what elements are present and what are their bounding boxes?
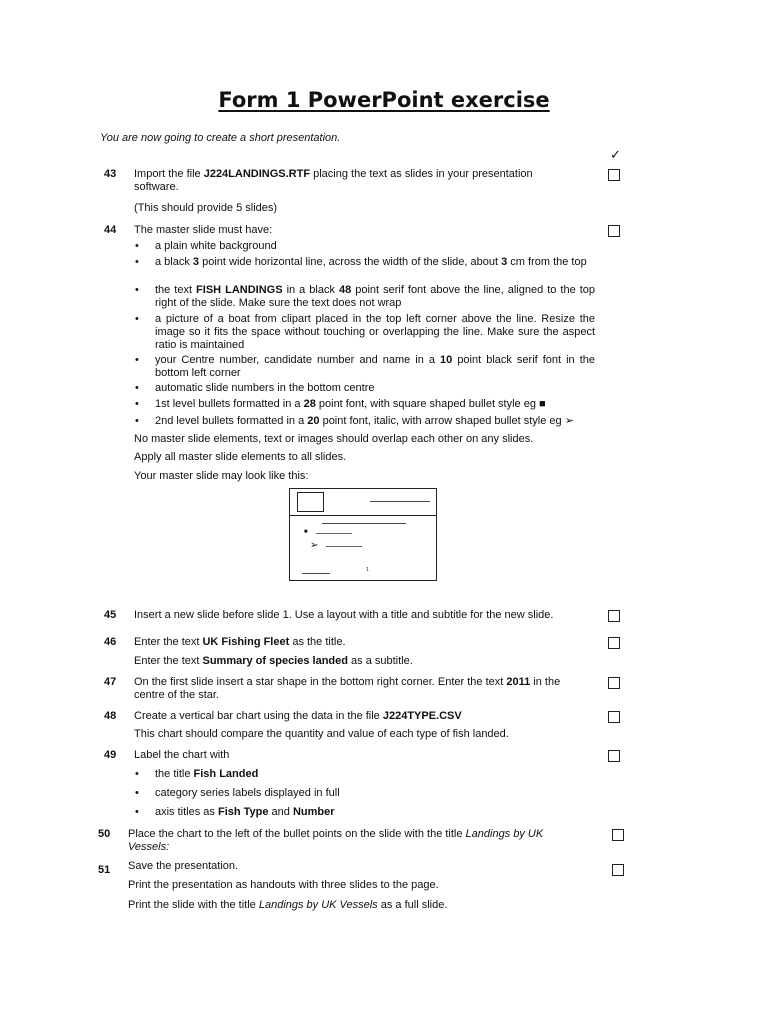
q43-text: Import the file J224LANDINGS.RTF placing the text as slides in your presentation software. bbox=[134, 168, 533, 193]
master-slide-sketch bbox=[289, 488, 437, 581]
question-number-51: 51 bbox=[98, 864, 111, 876]
q44-bullet-1: • a plain white background bbox=[155, 240, 595, 253]
boat-picture-placeholder bbox=[297, 492, 324, 512]
master-horizontal-line bbox=[290, 515, 436, 516]
question-number-50: 50 bbox=[98, 828, 111, 840]
checkbox-45[interactable] bbox=[608, 610, 620, 622]
question-number-43: 43 bbox=[104, 168, 117, 180]
q51-line-3: Print the slide with the title Landings by UK Vessels as a full slide. bbox=[128, 899, 448, 911]
checkmark-icon: ✓ bbox=[610, 147, 621, 162]
q49-bullet-1: • the title Fish Landed bbox=[155, 768, 258, 781]
q44-bullet-4: • a picture of a boat from clipart placed in the top left corner above the line. Resize the image so it fits the space without touching or overlapping the line. Make sure the aspect ratio is maintained bbox=[155, 313, 595, 352]
q44-bullet-5: • your Centre number, candidate number and name in a 10 point black serif font in the bottom left corner bbox=[155, 354, 595, 380]
question-number-44: 44 bbox=[104, 224, 117, 236]
bullet-placeholder-line bbox=[316, 533, 352, 534]
page-title: Form 1 PowerPoint exercise bbox=[218, 88, 550, 112]
subbullet-placeholder-line bbox=[326, 546, 362, 547]
q51-line-2: Print the presentation as handouts with three slides to the page. bbox=[128, 879, 439, 891]
q49-bullet-2: • category series labels displayed in full bbox=[155, 787, 340, 800]
question-number-49: 49 bbox=[104, 749, 117, 761]
q44-line-1: No master slide elements, text or images should overlap each other on any slides. bbox=[134, 433, 534, 445]
arrow-bullet-icon: ➢ bbox=[564, 415, 574, 427]
checkbox-49[interactable] bbox=[608, 750, 620, 762]
q44-line-2: Apply all master slide elements to all slides. bbox=[134, 451, 347, 463]
checkbox-46[interactable] bbox=[608, 637, 620, 649]
q48-line-1: Create a vertical bar chart using the data in the file J224TYPE.CSV bbox=[134, 710, 462, 722]
heading-placeholder-line bbox=[370, 501, 430, 502]
square-bullet-icon: ■ bbox=[539, 398, 546, 410]
checkbox-44[interactable] bbox=[608, 225, 620, 237]
footer-placeholder-line bbox=[302, 573, 330, 574]
q49-bullet-3: • axis titles as Fish Type and Number bbox=[155, 806, 335, 819]
q44-bullet-8: • 2nd level bullets formatted in a 20 point font, italic, with arrow shaped bullet style eg ➢ bbox=[155, 415, 595, 428]
mini-square-bullet-icon: ■ bbox=[304, 529, 308, 535]
checkbox-50[interactable] bbox=[612, 829, 624, 841]
checkbox-43[interactable] bbox=[608, 169, 620, 181]
q44-bullet-2: • a black 3 point wide horizontal line, across the width of the slide, about 3 cm from the top bbox=[155, 256, 595, 269]
q44-bullet-3: • the text FISH LANDINGS in a black 48 point serif font above the line, aligned to the top right of the slide. Make sure the text does not wrap bbox=[155, 284, 595, 310]
checkbox-47[interactable] bbox=[608, 677, 620, 689]
q50-text: Place the chart to the left of the bullet points on the slide with the title Landings by UK Vessels: bbox=[128, 828, 544, 853]
q44-bullet-6: • automatic slide numbers in the bottom centre bbox=[155, 382, 595, 395]
mini-slide-number: 1 bbox=[366, 567, 369, 573]
q46-line-1: Enter the text UK Fishing Fleet as the title. bbox=[134, 636, 346, 648]
checkbox-48[interactable] bbox=[608, 711, 620, 723]
q49-heading: Label the chart with bbox=[134, 749, 230, 761]
question-number-46: 46 bbox=[104, 636, 117, 648]
q44-line-3: Your master slide may look like this: bbox=[134, 470, 309, 482]
q48-line-2: This chart should compare the quantity and value of each type of fish landed. bbox=[134, 728, 509, 740]
q51-line-1: Save the presentation. bbox=[128, 860, 239, 872]
title-placeholder-line bbox=[322, 523, 406, 524]
question-number-48: 48 bbox=[104, 710, 117, 722]
q45-text: Insert a new slide before slide 1. Use a layout with a title and subtitle for the new slide. bbox=[134, 609, 554, 621]
q43-note: (This should provide 5 slides) bbox=[134, 202, 278, 214]
checkbox-51[interactable] bbox=[612, 864, 624, 876]
q46-line-2: Enter the text Summary of species landed as a subtitle. bbox=[134, 655, 413, 667]
intro-text: You are now going to create a short presentation. bbox=[100, 132, 341, 144]
question-number-45: 45 bbox=[104, 609, 117, 621]
q44-heading: The master slide must have: bbox=[134, 224, 273, 236]
q47-text: On the first slide insert a star shape in the bottom right corner. Enter the text 2011 in the centre of the star. bbox=[134, 676, 561, 701]
question-number-47: 47 bbox=[104, 676, 117, 688]
mini-arrow-bullet-icon: ➢ bbox=[310, 540, 319, 551]
q44-bullet-7: • 1st level bullets formatted in a 28 point font, with square shaped bullet style eg ■ bbox=[155, 398, 595, 411]
